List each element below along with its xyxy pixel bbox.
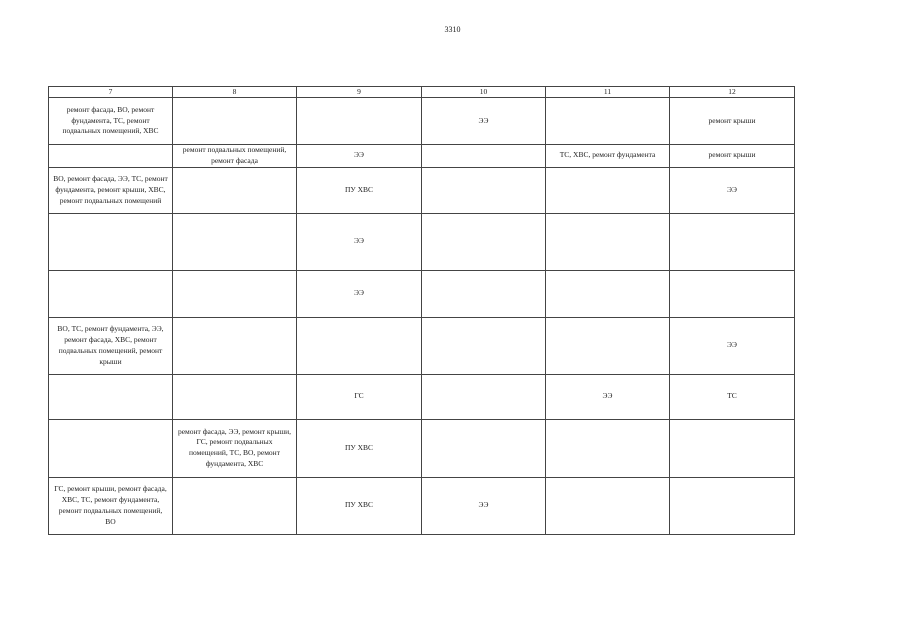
table-row	[49, 167, 795, 213]
table-cell	[173, 270, 297, 317]
table-cell: ЭЭ	[297, 213, 422, 270]
table-cell	[173, 374, 297, 419]
column-header: 8	[173, 87, 297, 98]
table-cell	[297, 317, 422, 374]
table-cell	[422, 317, 546, 374]
table-cell: ЭЭ	[297, 145, 422, 168]
column-header: 10	[422, 87, 546, 98]
table-cell: ремонт фасада, ВО, ремонт фундамента, ТС, ремонт подвальных помещений, ХВС	[49, 98, 173, 145]
table-cell: ПУ ХВС	[297, 167, 422, 213]
table-row	[49, 213, 795, 270]
table-row	[49, 477, 795, 534]
table-cell	[546, 419, 670, 477]
column-header: 11	[546, 87, 670, 98]
table-cell	[422, 419, 546, 477]
table-cell	[546, 270, 670, 317]
table-row	[49, 98, 795, 145]
page-number: 3310	[444, 25, 461, 34]
table-cell: ГС	[297, 374, 422, 419]
table-cell: ЭЭ	[422, 98, 546, 145]
table-cell: ВО, ремонт фасада, ЭЭ, ТС, ремонт фундамента, ремонт крыши, ХВС, ремонт подвальных помещений	[49, 167, 173, 213]
table-cell	[173, 98, 297, 145]
column-header: 7	[49, 87, 173, 98]
table-cell: ПУ ХВС	[297, 477, 422, 534]
table-cell: ЭЭ	[297, 270, 422, 317]
table-cell	[546, 167, 670, 213]
table-cell: ремонт фасада, ЭЭ, ремонт крыши, ГС, ремонт подвальных помещений, ТС, ВО, ремонт фундамента, ХВС	[173, 419, 297, 477]
table-cell	[670, 270, 795, 317]
table-cell	[422, 145, 546, 168]
table-cell: ЭЭ	[422, 477, 546, 534]
table-cell: ЭЭ	[546, 374, 670, 419]
table-cell	[49, 213, 173, 270]
table-cell	[670, 477, 795, 534]
table-row	[49, 270, 795, 317]
table-cell	[49, 270, 173, 317]
table-cell	[546, 98, 670, 145]
table-cell: ТС, ХВС, ремонт фундамента	[546, 145, 670, 168]
table-cell: ВО, ТС, ремонт фундамента, ЭЭ, ремонт фасада, ХВС, ремонт подвальных помещений, ремонт крыши	[49, 317, 173, 374]
table-row	[49, 145, 795, 168]
data-table	[48, 86, 795, 535]
table-cell	[546, 213, 670, 270]
column-header: 12	[670, 87, 795, 98]
table-cell	[173, 317, 297, 374]
table-row	[49, 419, 795, 477]
table-cell	[422, 270, 546, 317]
table-cell	[49, 145, 173, 168]
table-cell: ТС	[670, 374, 795, 419]
table-cell	[422, 374, 546, 419]
table-cell: ремонт подвальных помещений, ремонт фасада	[173, 145, 297, 168]
table-cell: ГС, ремонт крыши, ремонт фасада, ХВС, ТС, ремонт фундамента, ремонт подвальных помещений, ВО	[49, 477, 173, 534]
table-cell	[546, 477, 670, 534]
table-row	[49, 317, 795, 374]
table-cell: ремонт крыши	[670, 145, 795, 168]
table-cell: ЭЭ	[670, 167, 795, 213]
table-cell: ЭЭ	[670, 317, 795, 374]
table-cell: ремонт крыши	[670, 98, 795, 145]
table-cell	[297, 98, 422, 145]
table-cell	[670, 213, 795, 270]
table-cell	[422, 167, 546, 213]
table-row	[49, 374, 795, 419]
table-cell	[422, 213, 546, 270]
table-cell: ПУ ХВС	[297, 419, 422, 477]
table-cell	[49, 374, 173, 419]
table-cell	[173, 213, 297, 270]
table-cell	[173, 477, 297, 534]
table-cell	[49, 419, 173, 477]
table-header-row	[49, 87, 795, 98]
table-cell	[173, 167, 297, 213]
column-header: 9	[297, 87, 422, 98]
table-cell	[546, 317, 670, 374]
table-cell	[670, 419, 795, 477]
